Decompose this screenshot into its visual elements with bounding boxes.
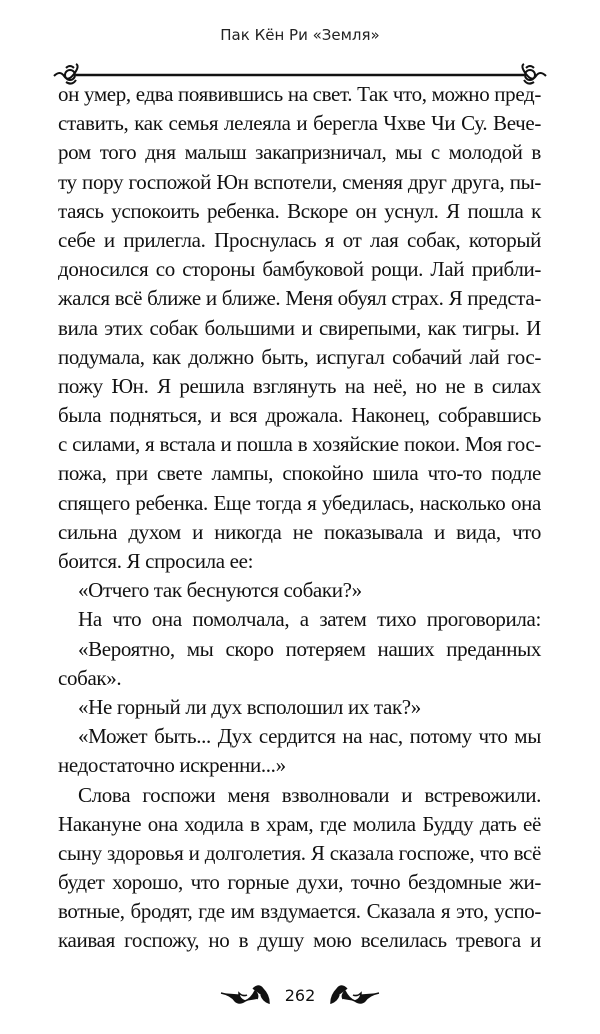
text-line: доносился со стороны бамбуковой рощи. Лай прибли-: [58, 257, 541, 282]
footer-flourish-right-icon: [329, 983, 381, 1007]
text-line: «Может быть... Дух сердится на нас, потому что мы: [78, 724, 541, 749]
text-line: с силами, я встала и пошла в хозяйские покои. Моя гос-: [58, 432, 541, 457]
text-line: сыну здоровья и долголетия. Я сказала госпоже, что всё: [58, 840, 541, 865]
text-line: будет хорошо, что горные духи, точно бездомные жи-: [58, 870, 541, 895]
text-line: недостаточно искренни...»: [58, 753, 286, 778]
text-line: ром того дня малыш закапризничал, мы с молодой в: [58, 140, 541, 165]
text-line: вотные, бродят, где им вздумается. Сказала я это, успо-: [58, 899, 541, 924]
page-number: 262: [284, 985, 316, 1005]
text-line: он умер, едва появившись на свет. Так что, можно пред-: [58, 82, 541, 106]
text-line: спящего ребенка. Еще тогда я убедилась, насколько она: [58, 490, 541, 515]
text-line: собак».: [58, 665, 122, 690]
text-line: себе и прилегла. Проснулась я от лая собак, который: [58, 227, 541, 252]
text-line: ту пору госпожой Юн вспотели, сменяя друг друга, пы-: [58, 169, 541, 194]
text-line: была подняться, и вся дрожала. Наконец, собравшись: [58, 403, 541, 428]
text-line: пожа, при свете лампы, спокойно шила что-то подле: [58, 461, 541, 486]
text-line: каивая госпожу, но в душу мою вселилась тревога и: [58, 928, 541, 953]
text-line: Накануне она ходила в храм, где молила Будду дать её: [58, 811, 541, 836]
text-line: «Не горный ли дух всполошил их так?»: [78, 694, 421, 719]
text-line: «Вероятно, мы скоро потеряем наших преданных: [78, 636, 541, 661]
footer-flourish-left-icon: [219, 983, 271, 1007]
text-line: пожу Юн. Я решила взглянуть на неё, но не в силах: [58, 373, 541, 398]
text-line: ставить, как семья лелеяла и берегла Чхве Чи Су. Вече-: [58, 111, 541, 136]
text-line: боится. Я спросила ее:: [58, 549, 254, 573]
running-header: Пак Кён Ри «Земля»: [220, 26, 380, 44]
text-line: На что она помолчала, а затем тихо проговорила:: [78, 607, 541, 632]
text-line: таясь успокоить ребенка. Вскоре он уснул. Я пошла к: [58, 198, 541, 223]
text-line: сильна духом и никогда не показывала и вида, что: [58, 519, 541, 544]
text-line: вила этих собак большими и свирепыми, как тигры. И: [58, 315, 541, 340]
text-line: подумала, как должно быть, испугал собачий лай гос-: [58, 344, 541, 369]
page-body-text: [58, 80, 541, 956]
text-line: «Отчего так беснуются собаки?»: [78, 578, 362, 603]
page-footer: [0, 978, 600, 1012]
text-line: жался всё ближе и ближе. Меня обуял страх. Я предста-: [58, 286, 541, 311]
text-line: Слова госпожи меня взволновали и встревожили.: [78, 782, 541, 807]
